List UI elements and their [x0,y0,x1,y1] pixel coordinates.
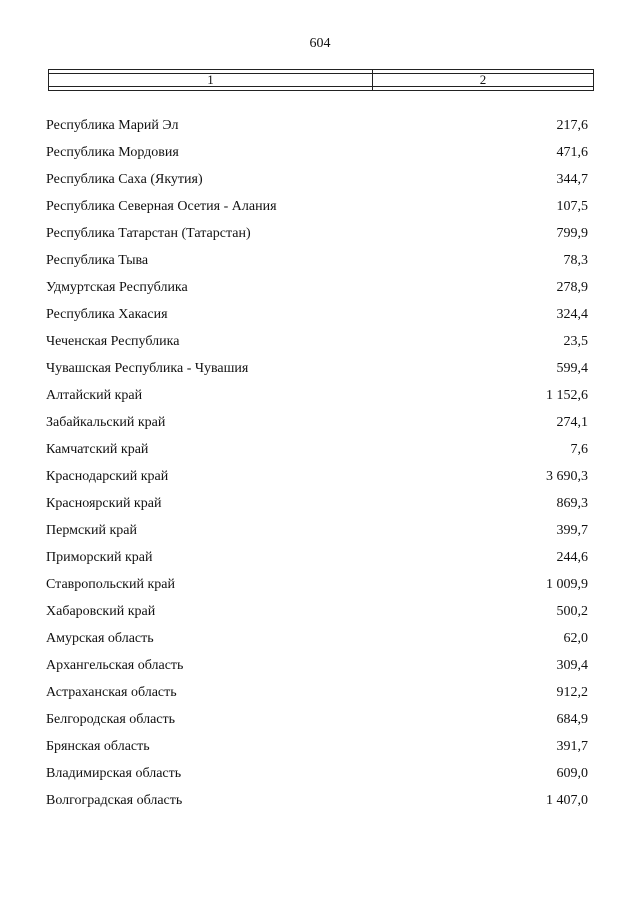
region-value: 1 152,6 [546,387,588,403]
region-value: 471,6 [556,144,588,160]
region-value: 78,3 [563,252,588,268]
page-number: 604 [309,36,331,51]
region-name: Красноярский край [46,495,162,511]
table-row [46,490,588,517]
table-row [46,679,588,706]
region-name: Краснодарский край [46,468,169,484]
table-row [46,733,588,760]
column-header-1: 1 [49,70,373,90]
region-name: Хабаровский край [46,603,156,619]
table-row [46,517,588,544]
table-row [46,247,588,274]
table-row [46,652,588,679]
region-name: Республика Хакасия [46,306,168,322]
table-row [46,544,588,571]
table-row [46,598,588,625]
region-value: 3 690,3 [546,468,588,484]
table-row [46,760,588,787]
region-name: Забайкальский край [46,414,166,430]
region-value: 1 407,0 [546,792,588,808]
table-row [46,463,588,490]
region-name: Республика Татарстан (Татарстан) [46,225,251,241]
region-value: 399,7 [556,522,588,538]
region-name: Белгородская область [46,711,176,727]
region-value: 62,0 [563,630,588,646]
region-value: 391,7 [556,738,588,754]
table-row [46,112,588,139]
table-header [48,69,594,91]
table-body [46,112,588,814]
table-row [46,328,588,355]
region-name: Республика Саха (Якутия) [46,171,203,187]
region-name: Удмуртская Республика [46,279,188,295]
region-value: 609,0 [556,765,588,781]
column-header-2: 2 [479,72,487,87]
table-row [46,220,588,247]
region-value: 500,2 [556,603,588,619]
region-name: Республика Тыва [46,252,149,268]
table-row [46,355,588,382]
region-name: Республика Северная Осетия - Алания [46,198,277,214]
region-name: Архангельская область [46,657,184,673]
region-value: 7,6 [570,441,588,457]
table-row [46,571,588,598]
table-row [46,274,588,301]
table-row [46,382,588,409]
region-name: Владимирская область [46,765,182,781]
region-value: 912,2 [556,684,588,700]
region-value: 274,1 [556,414,588,430]
table-row [46,301,588,328]
region-name: Пермский край [46,522,137,538]
region-value: 869,3 [556,495,588,511]
region-name: Ставропольский край [46,576,175,592]
table-row [46,436,588,463]
table-row [46,166,588,193]
region-value: 309,4 [556,657,588,673]
region-value: 217,6 [556,117,588,133]
region-name: Чеченская Республика [46,333,180,349]
region-name: Волгоградская область [46,792,183,808]
region-value: 684,9 [556,711,588,727]
region-value: 23,5 [563,333,588,349]
region-name: Чувашская Республика - Чувашия [46,360,249,376]
region-name: Амурская область [46,630,154,646]
table-row [46,787,588,814]
region-name: Брянская область [46,738,150,754]
table-row [46,139,588,166]
region-name: Астраханская область [46,684,177,700]
region-value: 799,9 [556,225,588,241]
table-row [46,706,588,733]
region-name: Республика Мордовия [46,144,179,160]
region-name: Алтайский край [46,387,143,403]
region-value: 344,7 [556,171,588,187]
region-name: Приморский край [46,549,153,565]
region-value: 244,6 [556,549,588,565]
region-value: 1 009,9 [546,576,588,592]
region-name: Республика Марий Эл [46,117,179,133]
region-value: 278,9 [556,279,588,295]
region-value: 324,4 [556,306,588,322]
table-row [46,193,588,220]
region-value: 107,5 [556,198,588,214]
table-row [46,625,588,652]
table-row [46,409,588,436]
region-name: Камчатский край [46,441,149,457]
region-value: 599,4 [556,360,588,376]
